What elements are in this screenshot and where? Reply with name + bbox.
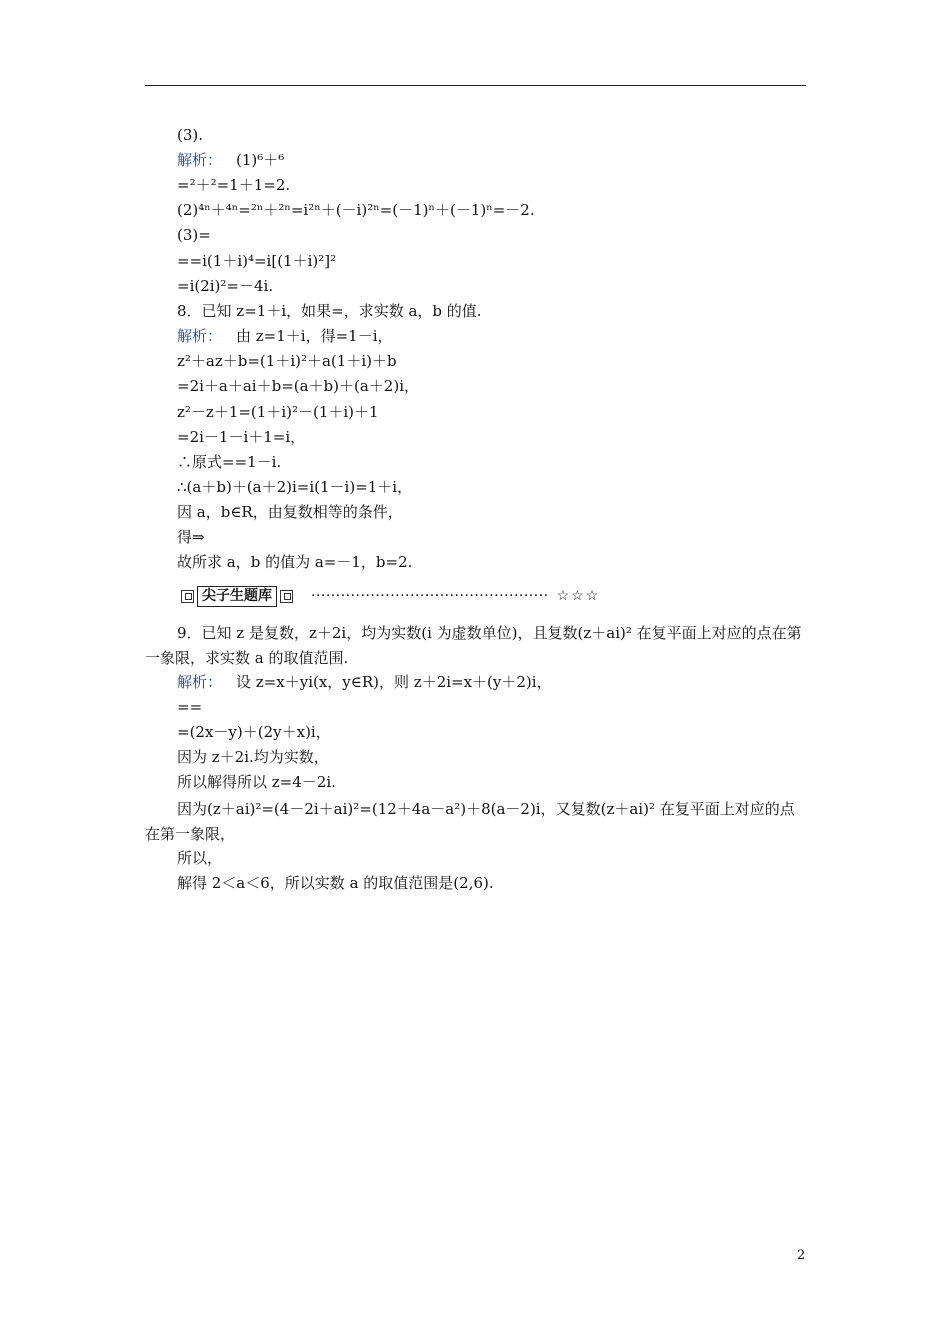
square-icon — [280, 590, 293, 603]
text-line: 因 a，b∈R，由复数相等的条件， — [177, 503, 403, 521]
text-line: 因为 z＋2i.均为实数， — [177, 748, 329, 766]
text-line: =2i＋a＋ai＋b=(a＋b)＋(a＋2)i， — [177, 377, 420, 395]
banner-dots: ················································ — [311, 588, 549, 604]
text-line: z²＋az＋b=(1＋i)²＋a(1＋i)＋b — [177, 352, 397, 370]
banner-title: 尖子生题库 — [197, 586, 277, 607]
text-line: ∴原式==1－i. — [177, 453, 282, 471]
page-number: 2 — [797, 1248, 806, 1263]
section-banner — [181, 585, 600, 607]
text-line: =(2x－y)＋(2y＋x)i， — [177, 723, 331, 741]
text-line: =i(2i)²=－4i. — [177, 277, 274, 295]
text-line: =²＋²=1＋1=2. — [177, 176, 291, 194]
text-line: (1)⁶＋⁶ — [236, 151, 285, 169]
star-rating: ☆☆☆ — [556, 588, 601, 604]
question-8: 8．已知 z=1＋i，如果=，求实数 a，b 的值. — [177, 302, 482, 320]
text-line: 所以， — [177, 849, 223, 867]
text-line: 所以解得所以 z=4－2i. — [177, 773, 336, 791]
solution-label: 解析： — [177, 151, 223, 169]
solution-line — [177, 326, 393, 346]
text-line: 解得 2＜a＜6，所以实数 a 的取值范围是(2,6). — [177, 874, 494, 892]
text-line: z²－z＋1=(1＋i)²－(1＋i)＋1 — [177, 403, 379, 421]
solution-line — [177, 150, 284, 170]
text-line: (3). — [177, 126, 204, 144]
text-line: 由 z=1＋i，得=1－i， — [236, 327, 393, 345]
text-line: == — [177, 698, 203, 716]
text-line: 故所求 a，b 的值为 a=－1，b=2. — [177, 553, 413, 571]
text-line: 得⇒ — [177, 528, 205, 546]
question-9: 9．已知 z 是复数，z＋2i，均为实数(i 为虚数单位)，且复数(z＋ai)² 在复平面上对应的点在第一象限，求实数 a 的取值范围. — [145, 624, 802, 667]
solution-label: 解析： — [177, 327, 223, 345]
text-line: (3)= — [177, 226, 211, 244]
square-icon — [181, 590, 194, 603]
text-line: =2i－1－i＋1=i， — [177, 428, 306, 446]
text-line: ==i(1＋i)⁴=i[(1＋i)²]² — [177, 252, 337, 270]
header-rule — [145, 85, 806, 86]
text-line: 设 z=x＋yi(x，y∈R)，则 z＋2i=x＋(y＋2)i， — [236, 673, 552, 691]
text-paragraph: 因为(z＋ai)²=(4－2i＋ai)²=(12＋4a－a²)＋8(a－2)i，又复数(z＋ai)² 在复平面上对应的点在第一象限， — [145, 800, 795, 843]
text-line: (2)⁴ⁿ＋⁴ⁿ=²ⁿ＋²ⁿ=i²ⁿ＋(－i)²ⁿ=(－1)ⁿ＋(－1)ⁿ=－2. — [177, 201, 535, 219]
text-line: ∴(a＋b)＋(a＋2)i=i(1－i)=1＋i， — [177, 478, 413, 496]
solution-label: 解析： — [177, 673, 223, 691]
solution-line — [177, 672, 552, 692]
